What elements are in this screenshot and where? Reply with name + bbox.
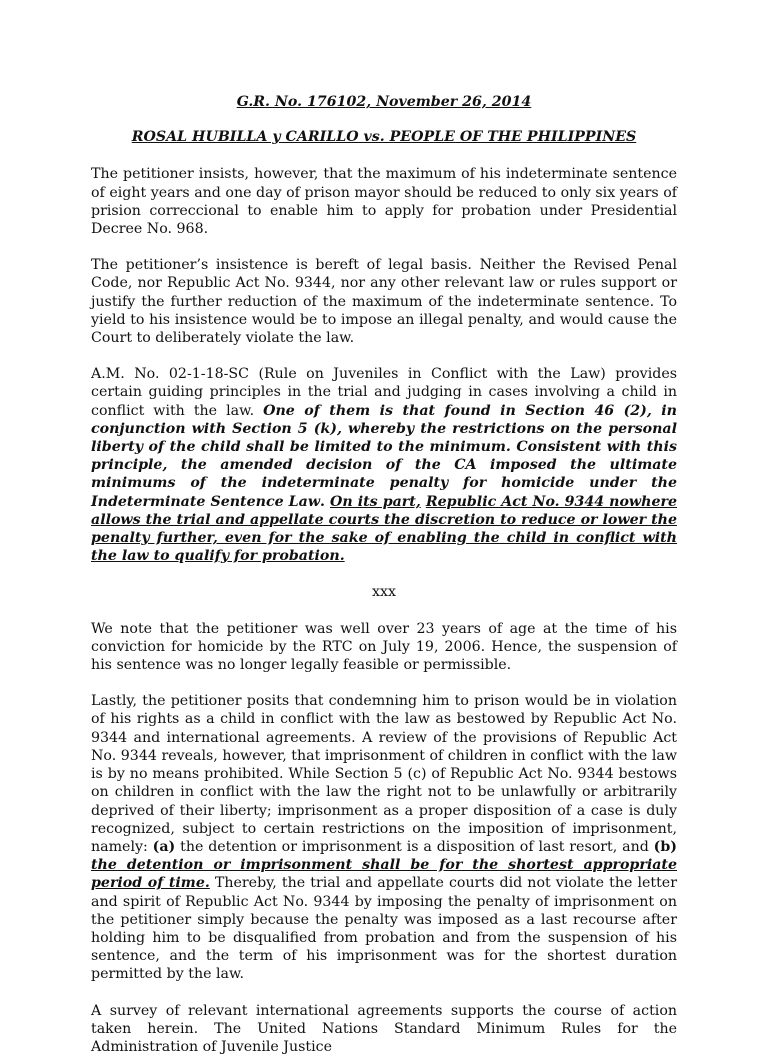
paragraph-3 <box>91 365 677 565</box>
paragraph-3-plain: A.M. No. 02-1-18-SC (Rule on Juveniles in Conflict with the Law) provides certain guiding principles in the trial and judging in cases involving a child in conflict with the law. <box>91 366 677 419</box>
paragraph-5-part-3: Thereby, the trial and appellate courts did not violate the letter and spirit of Republic Act No. 9344 by imposing the penalty of imprisonment on the petitioner simply because the penalty was imposed as a last recourse after holding him to be disqualified from probation and from the suspension of his sentence, and the term of his imprisonment was for the shortest duration permitted by the law. <box>91 875 677 983</box>
paragraph-3-underlined-b: Republic Act No. 9344 nowhere allows the trial and appellate courts the discretion to reduce or lower the penalty further, even for the sake of enabling the child in conflict with the law to qualify for probation. <box>91 493 677 565</box>
paragraph-5 <box>91 692 677 983</box>
paragraph-3-period: . <box>320 493 331 510</box>
paragraph-2: The petitioner’s insistence is bereft of legal basis. Neither the Revised Penal Code, nor Republic Act No. 9344, nor any other relevant law or rules support or justify the further reduction of the maximum of the indeterminate sentence. To yield to his insistence would be to impose an illegal penalty, and would cause the Court to deliberately violate the law. <box>91 257 677 347</box>
paragraph-6: A survey of relevant international agreements supports the course of action taken herein. The United Nations Standard Minimum Rules for the Administration of Juvenile Justice <box>91 1002 677 1055</box>
section-separator: xxx <box>371 584 396 601</box>
case-number-heading: G.R. No. 176102, November 26, 2014 <box>236 94 532 110</box>
case-title-heading: ROSAL HUBILLA y CARILLO vs. PEOPLE OF THE PHILIPPINES <box>131 129 637 146</box>
paragraph-1: The petitioner insists, however, that the maximum of his indeterminate sentence of eight years and one day of prison mayor should be reduced to only six years of prision correccional to enable him to apply for probation under Presidential Decree No. 968. <box>91 166 677 238</box>
paragraph-5-label-b: (b) <box>653 838 678 855</box>
paragraph-5-label-a: (a) <box>152 838 176 855</box>
paragraph-5-underlined: the detention or imprisonment shall be for the shortest appropriate period of time. <box>91 857 677 892</box>
paragraph-3-emphasis: One of them is that found in Section 46 (2), in conjunction with Section 5 (k), whereby the restrictions on the personal liberty of the child shall be limited to the minimum. Consistent with this principle, the amended decision of the CA imposed the ultimate minimums of the indeterminate penalty for homicide under the Indeterminate Sentence Law <box>91 402 677 510</box>
paragraph-5-part-1: Lastly, the petitioner posits that condemning him to prison would be in violation of his rights as a child in conflict with the law as bestowed by Republic Act No. 9344 and international agreements. A review of the provisions of Republic Act No. 9344 reveals, however, that imprisonment of children in conflict with the law is by no means prohibited. While Section 5 (c) of Republic Act No. 9344 bestows on children in conflict with the law the right not to be unlawfully or arbitrarily deprived of their liberty; imprisonment as a proper disposition of a case is duly recognized, subject to certain restrictions on the imposition of imprisonment, namely: <box>91 693 677 855</box>
paragraph-3-underlined-a: On its part, <box>330 493 421 510</box>
paragraph-5-part-2: the detention or imprisonment is a disposition of last resort, and <box>175 838 654 855</box>
paragraph-4: We note that the petitioner was well over 23 years of age at the time of his conviction for homicide by the RTC on July 19, 2006. Hence, the suspension of his sentence was no longer legally feasible or permissible. <box>91 620 677 674</box>
